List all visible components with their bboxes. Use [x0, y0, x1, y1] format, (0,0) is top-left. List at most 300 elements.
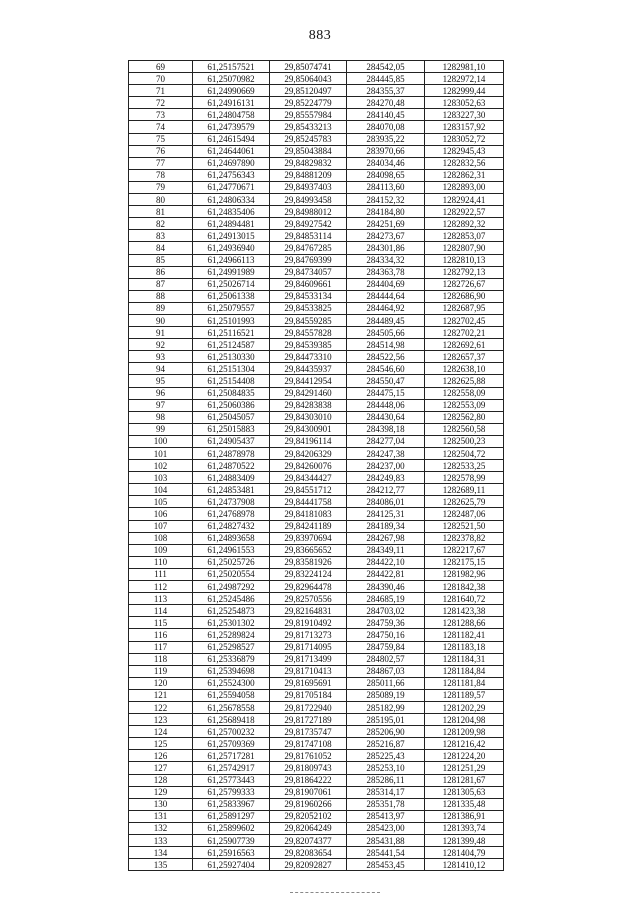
- longitude-cell: 29,85224779: [270, 97, 347, 109]
- table-row: [129, 157, 504, 169]
- table-row: [129, 411, 504, 423]
- longitude-cell: 29,84993458: [270, 194, 347, 206]
- latitude-cell: 61,25130330: [193, 351, 270, 363]
- point-number-cell: 121: [129, 689, 193, 701]
- y-coordinate-cell: 1281288,66: [425, 617, 504, 629]
- point-number-cell: 93: [129, 351, 193, 363]
- longitude-cell: 29,82064249: [270, 822, 347, 834]
- latitude-cell: 61,24987292: [193, 581, 270, 593]
- y-coordinate-cell: 1282504,72: [425, 448, 504, 460]
- y-coordinate-cell: 1281404,79: [425, 847, 504, 859]
- point-number-cell: 107: [129, 520, 193, 532]
- y-coordinate-cell: 1282702,45: [425, 314, 504, 326]
- point-number-cell: 109: [129, 544, 193, 556]
- point-number-cell: 89: [129, 302, 193, 314]
- point-number-cell: 123: [129, 714, 193, 726]
- y-coordinate-cell: 1282832,56: [425, 157, 504, 169]
- table-row: [129, 266, 504, 278]
- point-number-cell: 95: [129, 375, 193, 387]
- y-coordinate-cell: 1282533,25: [425, 460, 504, 472]
- table-row: [129, 714, 504, 726]
- point-number-cell: 86: [129, 266, 193, 278]
- y-coordinate-cell: 1281842,38: [425, 581, 504, 593]
- table-row: [129, 665, 504, 677]
- x-coordinate-cell: 285431,88: [347, 835, 425, 847]
- y-coordinate-cell: 1281204,98: [425, 714, 504, 726]
- point-number-cell: 110: [129, 556, 193, 568]
- longitude-cell: 29,85120497: [270, 85, 347, 97]
- x-coordinate-cell: 284363,78: [347, 266, 425, 278]
- longitude-cell: 29,81710413: [270, 665, 347, 677]
- y-coordinate-cell: 1282521,50: [425, 520, 504, 532]
- y-coordinate-cell: 1282945,43: [425, 145, 504, 157]
- x-coordinate-cell: 284098,65: [347, 169, 425, 181]
- table-row: [129, 254, 504, 266]
- point-number-cell: 75: [129, 133, 193, 145]
- x-coordinate-cell: 284550,47: [347, 375, 425, 387]
- table-row: [129, 605, 504, 617]
- latitude-cell: 61,24936940: [193, 242, 270, 254]
- table-row: [129, 762, 504, 774]
- longitude-cell: 29,84559285: [270, 314, 347, 326]
- x-coordinate-cell: 284542,05: [347, 61, 425, 73]
- x-coordinate-cell: 284034,46: [347, 157, 425, 169]
- y-coordinate-cell: 1281335,48: [425, 798, 504, 810]
- y-coordinate-cell: 1282562,80: [425, 411, 504, 423]
- longitude-cell: 29,85245783: [270, 133, 347, 145]
- x-coordinate-cell: 284430,64: [347, 411, 425, 423]
- table-row: [129, 242, 504, 254]
- longitude-cell: 29,84196114: [270, 435, 347, 447]
- table-row: [129, 835, 504, 847]
- x-coordinate-cell: 284802,57: [347, 653, 425, 665]
- point-number-cell: 71: [129, 85, 193, 97]
- latitude-cell: 61,25254873: [193, 605, 270, 617]
- x-coordinate-cell: 284184,80: [347, 206, 425, 218]
- longitude-cell: 29,84829832: [270, 157, 347, 169]
- y-coordinate-cell: 1281216,42: [425, 738, 504, 750]
- longitude-cell: 29,84557828: [270, 327, 347, 339]
- latitude-cell: 61,25742917: [193, 762, 270, 774]
- table-row: [129, 508, 504, 520]
- longitude-cell: 29,85043884: [270, 145, 347, 157]
- point-number-cell: 134: [129, 847, 193, 859]
- y-coordinate-cell: 1281189,57: [425, 689, 504, 701]
- x-coordinate-cell: 283935,22: [347, 133, 425, 145]
- y-coordinate-cell: 1282972,14: [425, 73, 504, 85]
- x-coordinate-cell: 284251,69: [347, 218, 425, 230]
- point-number-cell: 96: [129, 387, 193, 399]
- longitude-cell: 29,83224124: [270, 568, 347, 580]
- point-number-cell: 70: [129, 73, 193, 85]
- latitude-cell: 61,24878978: [193, 448, 270, 460]
- point-number-cell: 106: [129, 508, 193, 520]
- y-coordinate-cell: 1282999,44: [425, 85, 504, 97]
- latitude-cell: 61,24990669: [193, 85, 270, 97]
- x-coordinate-cell: 284546,60: [347, 363, 425, 375]
- table-row: [129, 617, 504, 629]
- longitude-cell: 29,81747108: [270, 738, 347, 750]
- latitude-cell: 61,25245486: [193, 593, 270, 605]
- point-number-cell: 102: [129, 460, 193, 472]
- point-number-cell: 124: [129, 726, 193, 738]
- y-coordinate-cell: 1281181,84: [425, 677, 504, 689]
- longitude-cell: 29,84260076: [270, 460, 347, 472]
- longitude-cell: 29,81864222: [270, 774, 347, 786]
- y-coordinate-cell: 1281393,74: [425, 822, 504, 834]
- point-number-cell: 97: [129, 399, 193, 411]
- table-row: [129, 774, 504, 786]
- table-row: [129, 448, 504, 460]
- latitude-cell: 61,25678558: [193, 701, 270, 713]
- point-number-cell: 99: [129, 423, 193, 435]
- table-row: [129, 351, 504, 363]
- x-coordinate-cell: 284237,00: [347, 460, 425, 472]
- longitude-cell: 29,85074741: [270, 61, 347, 73]
- table-row: [129, 472, 504, 484]
- point-number-cell: 92: [129, 339, 193, 351]
- longitude-cell: 29,84937403: [270, 181, 347, 193]
- table-row: [129, 218, 504, 230]
- point-number-cell: 98: [129, 411, 193, 423]
- x-coordinate-cell: 284489,45: [347, 314, 425, 326]
- x-coordinate-cell: 284334,32: [347, 254, 425, 266]
- table-row: [129, 435, 504, 447]
- latitude-cell: 61,25070982: [193, 73, 270, 85]
- longitude-cell: 29,81761052: [270, 750, 347, 762]
- latitude-cell: 61,24853481: [193, 484, 270, 496]
- x-coordinate-cell: 284422,81: [347, 568, 425, 580]
- point-number-cell: 79: [129, 181, 193, 193]
- point-number-cell: 125: [129, 738, 193, 750]
- latitude-cell: 61,25394698: [193, 665, 270, 677]
- table-row: [129, 750, 504, 762]
- table-row: [129, 641, 504, 653]
- x-coordinate-cell: 284514,98: [347, 339, 425, 351]
- table-row: [129, 145, 504, 157]
- point-number-cell: 69: [129, 61, 193, 73]
- point-number-cell: 129: [129, 786, 193, 798]
- table-row: [129, 194, 504, 206]
- point-number-cell: 117: [129, 641, 193, 653]
- x-coordinate-cell: 285351,78: [347, 798, 425, 810]
- table-row: [129, 61, 504, 73]
- y-coordinate-cell: 1281182,41: [425, 629, 504, 641]
- y-coordinate-cell: 1282924,41: [425, 194, 504, 206]
- coordinates-table: [128, 60, 504, 871]
- y-coordinate-cell: 1283227,30: [425, 109, 504, 121]
- point-number-cell: 90: [129, 314, 193, 326]
- longitude-cell: 29,83970694: [270, 532, 347, 544]
- point-number-cell: 114: [129, 605, 193, 617]
- longitude-cell: 29,81713273: [270, 629, 347, 641]
- y-coordinate-cell: 1283157,92: [425, 121, 504, 133]
- x-coordinate-cell: 284404,69: [347, 278, 425, 290]
- x-coordinate-cell: 284349,11: [347, 544, 425, 556]
- point-number-cell: 100: [129, 435, 193, 447]
- point-number-cell: 101: [129, 448, 193, 460]
- x-coordinate-cell: 284249,83: [347, 472, 425, 484]
- x-coordinate-cell: 284273,67: [347, 230, 425, 242]
- latitude-cell: 61,24966113: [193, 254, 270, 266]
- x-coordinate-cell: 285089,19: [347, 689, 425, 701]
- y-coordinate-cell: 1281410,12: [425, 859, 504, 871]
- y-coordinate-cell: 1282378,82: [425, 532, 504, 544]
- table-row: [129, 520, 504, 532]
- table-row: [129, 109, 504, 121]
- x-coordinate-cell: 284475,15: [347, 387, 425, 399]
- latitude-cell: 61,25154408: [193, 375, 270, 387]
- y-coordinate-cell: 1282638,10: [425, 363, 504, 375]
- longitude-cell: 29,83665652: [270, 544, 347, 556]
- y-coordinate-cell: 1282558,09: [425, 387, 504, 399]
- x-coordinate-cell: 285423,00: [347, 822, 425, 834]
- longitude-cell: 29,84927542: [270, 218, 347, 230]
- table-row: [129, 677, 504, 689]
- point-number-cell: 133: [129, 835, 193, 847]
- latitude-cell: 61,25301302: [193, 617, 270, 629]
- y-coordinate-cell: 1282500,23: [425, 435, 504, 447]
- y-coordinate-cell: 1281399,48: [425, 835, 504, 847]
- latitude-cell: 61,25025726: [193, 556, 270, 568]
- point-number-cell: 115: [129, 617, 193, 629]
- x-coordinate-cell: 285195,01: [347, 714, 425, 726]
- y-coordinate-cell: 1282625,79: [425, 496, 504, 508]
- x-coordinate-cell: 284301,86: [347, 242, 425, 254]
- latitude-cell: 61,24893658: [193, 532, 270, 544]
- longitude-cell: 29,82052102: [270, 810, 347, 822]
- point-number-cell: 132: [129, 822, 193, 834]
- table-row: [129, 859, 504, 871]
- longitude-cell: 29,81809743: [270, 762, 347, 774]
- table-row: [129, 85, 504, 97]
- latitude-cell: 61,25773443: [193, 774, 270, 786]
- table-row: [129, 810, 504, 822]
- y-coordinate-cell: 1281202,29: [425, 701, 504, 713]
- x-coordinate-cell: 284212,77: [347, 484, 425, 496]
- y-coordinate-cell: 1282217,67: [425, 544, 504, 556]
- x-coordinate-cell: 285286,11: [347, 774, 425, 786]
- point-number-cell: 81: [129, 206, 193, 218]
- x-coordinate-cell: 284277,04: [347, 435, 425, 447]
- longitude-cell: 29,81727189: [270, 714, 347, 726]
- point-number-cell: 113: [129, 593, 193, 605]
- point-number-cell: 119: [129, 665, 193, 677]
- x-coordinate-cell: 284125,31: [347, 508, 425, 520]
- longitude-cell: 29,84241189: [270, 520, 347, 532]
- longitude-cell: 29,84769399: [270, 254, 347, 266]
- x-coordinate-cell: 284444,64: [347, 290, 425, 302]
- point-number-cell: 77: [129, 157, 193, 169]
- longitude-cell: 29,81722940: [270, 701, 347, 713]
- y-coordinate-cell: 1281183,18: [425, 641, 504, 653]
- latitude-cell: 61,25799333: [193, 786, 270, 798]
- point-number-cell: 74: [129, 121, 193, 133]
- table-row: [129, 181, 504, 193]
- longitude-cell: 29,84283838: [270, 399, 347, 411]
- latitude-cell: 61,25907739: [193, 835, 270, 847]
- longitude-cell: 29,84988012: [270, 206, 347, 218]
- point-number-cell: 76: [129, 145, 193, 157]
- point-number-cell: 111: [129, 568, 193, 580]
- table-row: [129, 206, 504, 218]
- latitude-cell: 61,25020554: [193, 568, 270, 580]
- longitude-cell: 29,84539385: [270, 339, 347, 351]
- latitude-cell: 61,24737908: [193, 496, 270, 508]
- latitude-cell: 61,24806334: [193, 194, 270, 206]
- longitude-cell: 29,82074377: [270, 835, 347, 847]
- x-coordinate-cell: 284189,34: [347, 520, 425, 532]
- table-row: [129, 399, 504, 411]
- table-row: [129, 653, 504, 665]
- table-row: [129, 423, 504, 435]
- x-coordinate-cell: 285441,54: [347, 847, 425, 859]
- latitude-cell: 61,24615494: [193, 133, 270, 145]
- longitude-cell: 29,81735747: [270, 726, 347, 738]
- point-number-cell: 85: [129, 254, 193, 266]
- table-row: [129, 339, 504, 351]
- point-number-cell: 80: [129, 194, 193, 206]
- coordinates-table-body: [129, 61, 504, 871]
- longitude-cell: 29,84533134: [270, 290, 347, 302]
- latitude-cell: 61,25833967: [193, 798, 270, 810]
- latitude-cell: 61,24870522: [193, 460, 270, 472]
- latitude-cell: 61,24827432: [193, 520, 270, 532]
- y-coordinate-cell: 1282689,11: [425, 484, 504, 496]
- table-row: [129, 302, 504, 314]
- table-row: [129, 387, 504, 399]
- point-number-cell: 127: [129, 762, 193, 774]
- x-coordinate-cell: 284522,56: [347, 351, 425, 363]
- longitude-cell: 29,84734057: [270, 266, 347, 278]
- y-coordinate-cell: 1281982,96: [425, 568, 504, 580]
- point-number-cell: 105: [129, 496, 193, 508]
- point-number-cell: 82: [129, 218, 193, 230]
- latitude-cell: 61,24804758: [193, 109, 270, 121]
- point-number-cell: 72: [129, 97, 193, 109]
- latitude-cell: 61,24916131: [193, 97, 270, 109]
- latitude-cell: 61,25061338: [193, 290, 270, 302]
- point-number-cell: 135: [129, 859, 193, 871]
- latitude-cell: 61,25709369: [193, 738, 270, 750]
- longitude-cell: 29,84881209: [270, 169, 347, 181]
- latitude-cell: 61,25298527: [193, 641, 270, 653]
- table-row: [129, 290, 504, 302]
- y-coordinate-cell: 1281224,20: [425, 750, 504, 762]
- longitude-cell: 29,82092827: [270, 859, 347, 871]
- x-coordinate-cell: 284270,48: [347, 97, 425, 109]
- y-coordinate-cell: 1282687,95: [425, 302, 504, 314]
- table-row: [129, 726, 504, 738]
- point-number-cell: 84: [129, 242, 193, 254]
- longitude-cell: 29,84344427: [270, 472, 347, 484]
- latitude-cell: 61,25717281: [193, 750, 270, 762]
- x-coordinate-cell: 284070,08: [347, 121, 425, 133]
- latitude-cell: 61,25899602: [193, 822, 270, 834]
- y-coordinate-cell: 1281209,98: [425, 726, 504, 738]
- table-row: [129, 97, 504, 109]
- x-coordinate-cell: 284422,10: [347, 556, 425, 568]
- y-coordinate-cell: 1281386,91: [425, 810, 504, 822]
- latitude-cell: 61,25594058: [193, 689, 270, 701]
- latitude-cell: 61,24644061: [193, 145, 270, 157]
- x-coordinate-cell: 283970,66: [347, 145, 425, 157]
- table-row: [129, 556, 504, 568]
- latitude-cell: 61,24905437: [193, 435, 270, 447]
- latitude-cell: 61,25101993: [193, 314, 270, 326]
- longitude-cell: 29,84300901: [270, 423, 347, 435]
- point-number-cell: 88: [129, 290, 193, 302]
- longitude-cell: 29,81960266: [270, 798, 347, 810]
- table-row: [129, 121, 504, 133]
- y-coordinate-cell: 1282892,32: [425, 218, 504, 230]
- y-coordinate-cell: 1281184,31: [425, 653, 504, 665]
- footer-divider: [290, 892, 380, 893]
- longitude-cell: 29,81705184: [270, 689, 347, 701]
- latitude-cell: 61,25916563: [193, 847, 270, 859]
- y-coordinate-cell: 1281640,72: [425, 593, 504, 605]
- x-coordinate-cell: 284759,36: [347, 617, 425, 629]
- latitude-cell: 61,24991989: [193, 266, 270, 278]
- latitude-cell: 61,24697890: [193, 157, 270, 169]
- table-row: [129, 230, 504, 242]
- longitude-cell: 29,81713499: [270, 653, 347, 665]
- latitude-cell: 61,25157521: [193, 61, 270, 73]
- table-row: [129, 363, 504, 375]
- y-coordinate-cell: 1281251,29: [425, 762, 504, 774]
- longitude-cell: 29,84206329: [270, 448, 347, 460]
- x-coordinate-cell: 285206,90: [347, 726, 425, 738]
- latitude-cell: 61,24883409: [193, 472, 270, 484]
- latitude-cell: 61,24770671: [193, 181, 270, 193]
- latitude-cell: 61,25015883: [193, 423, 270, 435]
- point-number-cell: 116: [129, 629, 193, 641]
- latitude-cell: 61,24768978: [193, 508, 270, 520]
- x-coordinate-cell: 284448,06: [347, 399, 425, 411]
- page-number: 883: [308, 28, 332, 43]
- table-row: [129, 822, 504, 834]
- latitude-cell: 61,25124587: [193, 339, 270, 351]
- longitude-cell: 29,84303010: [270, 411, 347, 423]
- point-number-cell: 128: [129, 774, 193, 786]
- table-row: [129, 496, 504, 508]
- y-coordinate-cell: 1282810,13: [425, 254, 504, 266]
- y-coordinate-cell: 1283052,72: [425, 133, 504, 145]
- x-coordinate-cell: 284398,18: [347, 423, 425, 435]
- x-coordinate-cell: 285413,97: [347, 810, 425, 822]
- latitude-cell: 61,24894481: [193, 218, 270, 230]
- latitude-cell: 61,24739579: [193, 121, 270, 133]
- longitude-cell: 29,85064043: [270, 73, 347, 85]
- y-coordinate-cell: 1282487,06: [425, 508, 504, 520]
- table-row: [129, 532, 504, 544]
- point-number-cell: 94: [129, 363, 193, 375]
- latitude-cell: 61,25700232: [193, 726, 270, 738]
- longitude-cell: 29,81907061: [270, 786, 347, 798]
- x-coordinate-cell: 284355,37: [347, 85, 425, 97]
- x-coordinate-cell: 284086,01: [347, 496, 425, 508]
- x-coordinate-cell: 284390,46: [347, 581, 425, 593]
- table-row: [129, 484, 504, 496]
- longitude-cell: 29,85557984: [270, 109, 347, 121]
- y-coordinate-cell: 1282692,61: [425, 339, 504, 351]
- point-number-cell: 122: [129, 701, 193, 713]
- latitude-cell: 61,25927404: [193, 859, 270, 871]
- x-coordinate-cell: 285314,17: [347, 786, 425, 798]
- table-row: [129, 738, 504, 750]
- y-coordinate-cell: 1282657,37: [425, 351, 504, 363]
- longitude-cell: 29,85433213: [270, 121, 347, 133]
